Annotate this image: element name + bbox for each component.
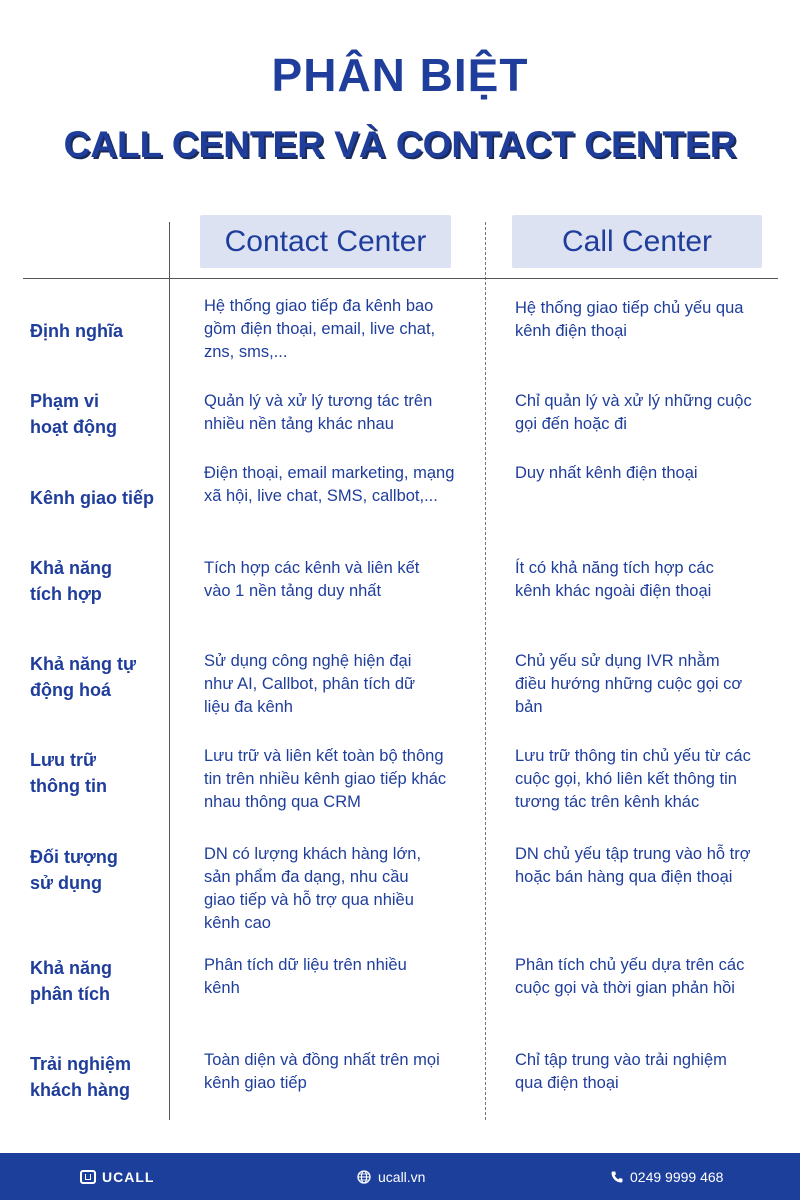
column-divider bbox=[485, 222, 486, 1120]
label-column-divider bbox=[169, 222, 170, 1120]
globe-icon bbox=[357, 1170, 371, 1184]
call-center-cell: Hệ thống giao tiếp chủ yếu qua kênh điện thoại bbox=[515, 299, 744, 340]
call-center-cell: Lưu trữ thông tin chủ yếu từ các cuộc gọi, khó liên kết thông tin tương tác trên kênh khác bbox=[515, 747, 751, 811]
row-label: Khả năng tự động hoá bbox=[30, 654, 137, 700]
ucall-logo-icon bbox=[80, 1170, 96, 1184]
contact-center-cell: Quản lý và xử lý tương tác trên nhiều nền tảng khác nhau bbox=[204, 392, 433, 433]
call-center-cell: Chủ yếu sử dụng IVR nhằm điều hướng những cuộc gọi cơ bản bbox=[515, 652, 743, 716]
row-label: Khả năng phân tích bbox=[30, 958, 113, 1004]
call-center-cell: Phân tích chủ yếu dựa trên các cuộc gọi và thời gian phản hồi bbox=[515, 956, 745, 997]
page-subtitle: CALL CENTER VÀ CONTACT CENTER bbox=[63, 124, 737, 165]
row-label: Định nghĩa bbox=[30, 321, 123, 341]
phone-icon bbox=[610, 1170, 624, 1184]
column-header-call-center: Call Center bbox=[512, 215, 762, 268]
call-center-cell: DN chủ yếu tập trung vào hỗ trợ hoặc bán hàng qua điện thoại bbox=[515, 845, 751, 886]
contact-center-cell: Sử dụng công nghệ hiện đại như AI, Callbot, phân tích dữ liệu đa kênh bbox=[204, 652, 416, 716]
contact-center-cell: Lưu trữ và liên kết toàn bộ thông tin trên nhiều kênh giao tiếp khác nhau thông qua CRM bbox=[204, 747, 447, 811]
footer-phone-text: 0249 9999 468 bbox=[630, 1168, 724, 1185]
footer-website[interactable] bbox=[357, 1153, 425, 1200]
footer-brand-text: UCALL bbox=[102, 1168, 155, 1185]
header-divider bbox=[23, 278, 778, 279]
contact-center-cell: Phân tích dữ liệu trên nhiều kênh bbox=[204, 956, 407, 997]
contact-center-cell: Tích hợp các kênh và liên kết vào 1 nền tảng duy nhất bbox=[204, 559, 420, 600]
call-center-cell: Duy nhất kênh điện thoại bbox=[515, 464, 698, 482]
footer-website-text: ucall.vn bbox=[378, 1168, 426, 1185]
row-label: Đối tượng sử dụng bbox=[30, 847, 118, 893]
row-label: Trải nghiệm khách hàng bbox=[30, 1054, 132, 1100]
call-center-cell: Chỉ quản lý và xử lý những cuộc gọi đến hoặc đi bbox=[515, 392, 752, 433]
row-label: Lưu trữ thông tin bbox=[30, 750, 107, 796]
contact-center-cell: DN có lượng khách hàng lớn, sản phẩm đa dạng, nhu cầu giao tiếp và hỗ trợ qua nhiều kênh cao bbox=[204, 845, 422, 932]
contact-center-cell: Hệ thống giao tiếp đa kênh bao gồm điện thoại, email, live chat, zns, sms,... bbox=[204, 297, 436, 361]
row-label: Kênh giao tiếp bbox=[30, 488, 155, 508]
call-center-cell: Chỉ tập trung vào trải nghiệm qua điện thoại bbox=[515, 1051, 727, 1092]
row-label: Phạm vi hoạt động bbox=[30, 391, 117, 437]
footer bbox=[0, 1153, 800, 1200]
call-center-cell: Ít có khả năng tích hợp các kênh khác ngoài điện thoại bbox=[515, 559, 714, 600]
footer-phone[interactable] bbox=[610, 1153, 723, 1200]
row-label: Khả năng tích hợp bbox=[30, 558, 113, 604]
page-title: PHÂN BIỆT bbox=[271, 49, 529, 101]
footer-brand bbox=[80, 1153, 154, 1200]
column-header-contact-center: Contact Center bbox=[200, 215, 451, 268]
contact-center-cell: Điện thoại, email marketing, mạng xã hội, live chat, SMS, callbot,... bbox=[204, 464, 455, 505]
contact-center-cell: Toàn diện và đồng nhất trên mọi kênh giao tiếp bbox=[204, 1051, 440, 1092]
